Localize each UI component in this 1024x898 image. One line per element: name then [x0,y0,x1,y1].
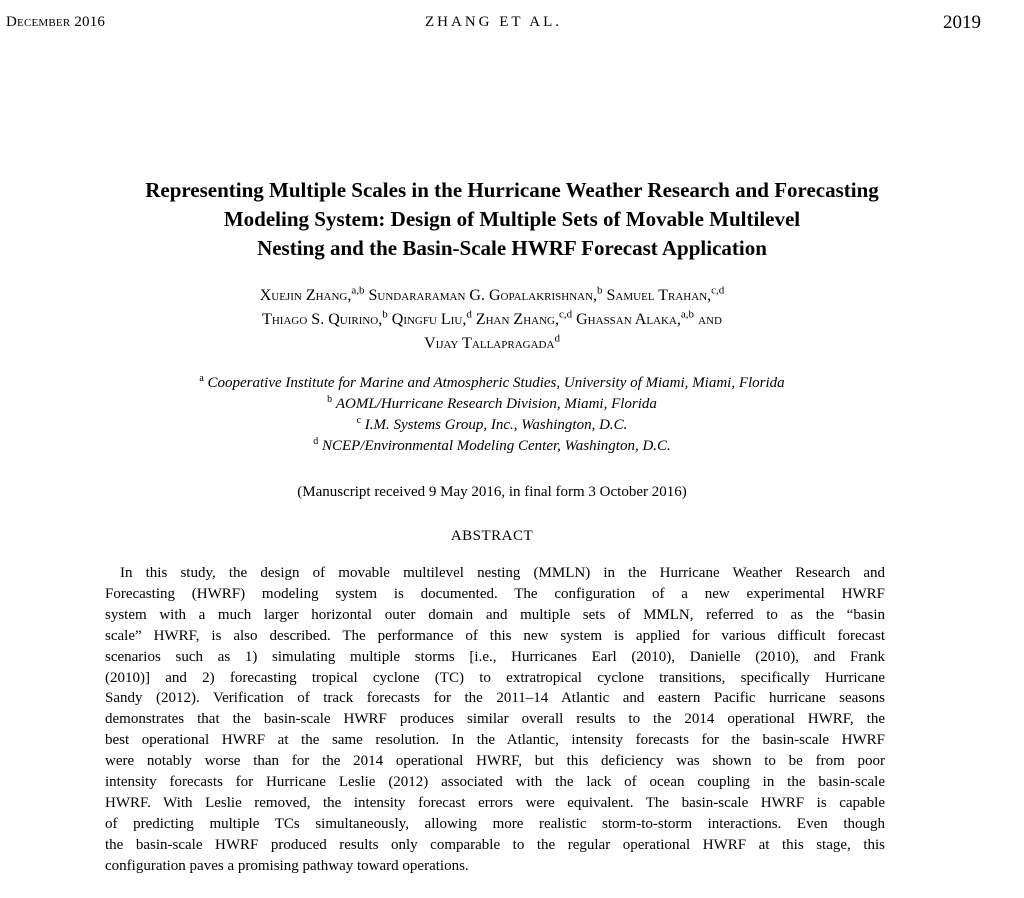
abstract-line: demonstrates that the basin-scale HWRF produces similar overall results to the 2014 operational HWRF, the [105,711,885,728]
affiliation-text: I.M. Systems Group, Inc., Washington, D.C. [364,417,628,433]
manuscript-dates: (Manuscript received 9 May 2016, in final form 3 October 2016) [297,484,687,500]
affiliation [60,415,924,436]
author-name: Qingfu Liu, [391,311,467,328]
author-name: Vijay Tallapragada [424,335,555,352]
author-affil-mark: c,d [711,284,725,297]
author-name: Sundararaman G. Gopalakrishnan, [368,287,598,304]
affiliation-text: AOML/Hurricane Research Division, Miami, Florida [335,396,657,412]
author-name: Samuel Trahan, [606,287,712,304]
author-affil-mark: b [382,308,388,321]
title-line: Representing Multiple Scales in the Hurricane Weather Research and Forecasting [145,178,879,202]
author-and: and [698,311,722,328]
abstract-line: In this study, the design of movable multilevel nesting (MMLN) in the Hurricane Weather Research and [120,565,885,581]
abstract-line: configuration paves a promising pathway toward operations. [105,857,469,874]
abstract-line: HWRF. With Leslie removed, the intensity forecast errors were equivalent. The basin-scale HWRF is capable [105,794,885,811]
author-line [60,308,924,332]
abstract-line: the basin-scale HWRF produced results only comparable to the regular operational HWRF at this stage, this [105,836,885,853]
abstract-line: system with a much larger horizontal outer domain and multiple sets of MMLN, referred to as the “basin [105,606,885,623]
author-affil-mark: d [466,308,472,321]
affiliation-text: Cooperative Institute for Marine and Atmospheric Studies, University of Miami, Miami, Florida [207,375,785,391]
abstract-heading: ABSTRACT [450,528,534,544]
author-affil-mark: b [597,284,603,297]
author-name: Zhan Zhang, [475,311,559,328]
abstract-line: best operational HWRF at the same resolution. In the Atlantic, intensity forecasts for the basin-scale HWRF [105,732,885,749]
paper-title [30,176,994,263]
author-name: Ghassan Alaka, [576,311,681,328]
author-affil-mark: d [554,332,560,345]
abstract-line: Sandy (2012). Verification of track forecasts for the 2011–14 Atlantic and eastern Pacific hurricane seasons [105,690,885,707]
affiliation-mark: b [327,394,333,405]
affiliation-mark: c [356,415,362,426]
abstract-line: scenarios such as 1) simulating multiple storms [i.e., Hurricanes Earl (2010), Danielle (2010), and Frank [105,648,885,665]
header-date: December 2016 [6,14,106,30]
title-line: Modeling System: Design of Multiple Sets of Movable Multilevel [223,207,801,231]
author-list [60,284,924,356]
author-name: Thiago S. Quirino, [262,311,383,328]
abstract-line: (2010)] and 2) forecasting tropical cyclone (TC) to extratropical cyclone transitions, specifically Hurricane [105,669,885,686]
author-line [60,332,924,356]
affiliations [60,373,924,457]
author-affil-mark: a,b [351,284,365,297]
abstract-line: Forecasting (HWRF) modeling system is documented. The configuration of a new experimental HWRF [105,585,885,602]
affiliation-text: NCEP/Environmental Modeling Center, Washington, D.C. [321,438,671,454]
affiliation [60,394,924,415]
running-header [6,14,981,36]
author-line [60,284,924,308]
author-affil-mark: c,d [558,308,573,321]
affiliation-mark: d [313,436,319,447]
abstract-line: scale” HWRF, is also described. The performance of this new system is applied for various difficult forecast [105,627,885,644]
abstract-line: intensity forecasts for Hurricane Leslie (2012) associated with the lack of ocean coupling in the basin-scale [105,774,885,791]
page-number: 2019 [943,12,981,33]
header-authors: ZHANG ET AL. [425,14,562,30]
affiliation [60,373,924,394]
abstract-body [105,563,885,877]
affiliation-mark: a [199,373,204,384]
author-name: Xuejin Zhang, [259,287,352,304]
affiliation [60,436,924,457]
title-line: Nesting and the Basin-Scale HWRF Forecast Application [257,236,767,260]
abstract-line: of predicting multiple TCs simultaneously, allowing more realistic storm-to-storm interactions. Even though [105,815,885,832]
abstract-line: were notably worse than for the 2014 operational HWRF, but this deficiency was shown to be from poor [105,753,885,770]
author-affil-mark: a,b [680,308,695,321]
